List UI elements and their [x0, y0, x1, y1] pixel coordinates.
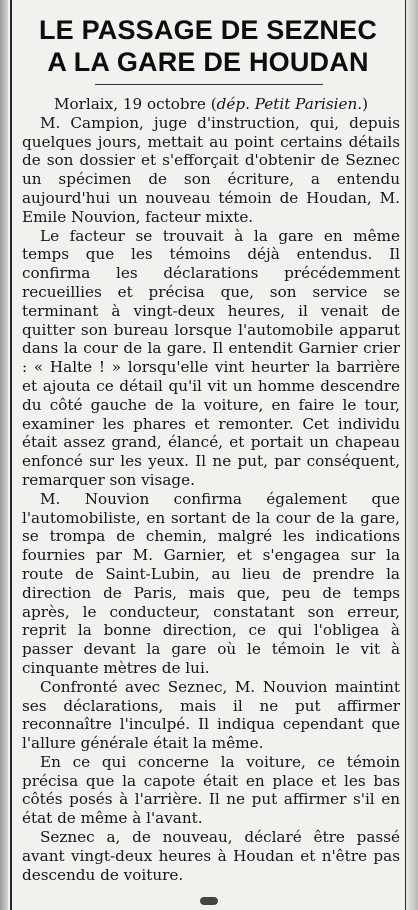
print-mark — [200, 897, 218, 905]
headline-line-1: LE PASSAGE DE SEZNEC — [38, 15, 378, 45]
paragraph-5: En ce qui concerne la voiture, ce témoin précisa que la capote était en place et les bas côtés posés à l'arrière. Il ne put affirmer s'il en état de même à l'avant. — [22, 752, 400, 828]
page-edge-left — [0, 0, 8, 910]
dateline-close: ) — [362, 95, 369, 113]
article-body — [22, 95, 400, 884]
headline-line-2: A LA GARE DE HOUDAN — [47, 47, 369, 77]
paragraph-6: Seznec a, de nouveau, déclaré être passé avant vingt-deux heures à Houdan et n'être pas descendu de voiture. — [22, 828, 400, 884]
dateline — [22, 95, 400, 114]
headline-divider — [95, 84, 323, 85]
page-edge-right — [406, 0, 418, 910]
article-headline — [14, 14, 402, 78]
dateline-source: dép. Petit Parisien. — [216, 95, 363, 113]
column-rule-left — [10, 0, 12, 910]
paragraph-1: M. Campion, juge d'instruction, qui, depuis quelques jours, mettait au point certains détails de son dossier et s'efforçait d'obtenir de Seznec un spécimen de son écriture, a entendu aujourd'hui un nouveau témoin de Houdan, M. Emile Nouvion, facteur mixte. — [22, 113, 400, 226]
paragraph-2: Le facteur se trouvait à la gare en même temps que les témoins déjà entendus. Il confirma les déclarations précédemment recueillies et précisa que, son service se terminant à vingt-deux heures, il venait de quitter son bureau lorsque l'automobile apparut dans la cour de la gare. Il entendit Garnier crier : « Halte ! » lorsqu'elle vint heurter la barrière et ajouta ce détail qu'il vit un homme descendre du côté gauche de la voiture, en faire le tour, examiner les phares et remonter. Cet individu était assez grand, élancé, et portait un chapeau enfoncé sur les yeux. Il ne put, par conséquent, remarquer son visage. — [22, 226, 400, 489]
dateline-place-date: Morlaix, 19 octobre ( — [53, 95, 217, 113]
paragraph-4: Confronté avec Seznec, M. Nouvion maintint ses déclarations, mais il ne put affirmer reconnaître l'inculpé. Il indiqua cependant que l'allure générale était la même. — [22, 677, 400, 753]
paragraph-3: M. Nouvion confirma également que l'automobiliste, en sortant de la cour de la gare, se trompa de chemin, malgré les indications fournies par M. Garnier, et s'engagea sur la route de Saint-Lubin, au lieu de prendre la direction de Paris, mais que, peu de temps après, le conducteur, constatant son erreur, reprit la bonne direction, ce qui l'obligea à passer devant la gare où le témoin le vit à cinquante mètres de lui. — [22, 489, 400, 677]
